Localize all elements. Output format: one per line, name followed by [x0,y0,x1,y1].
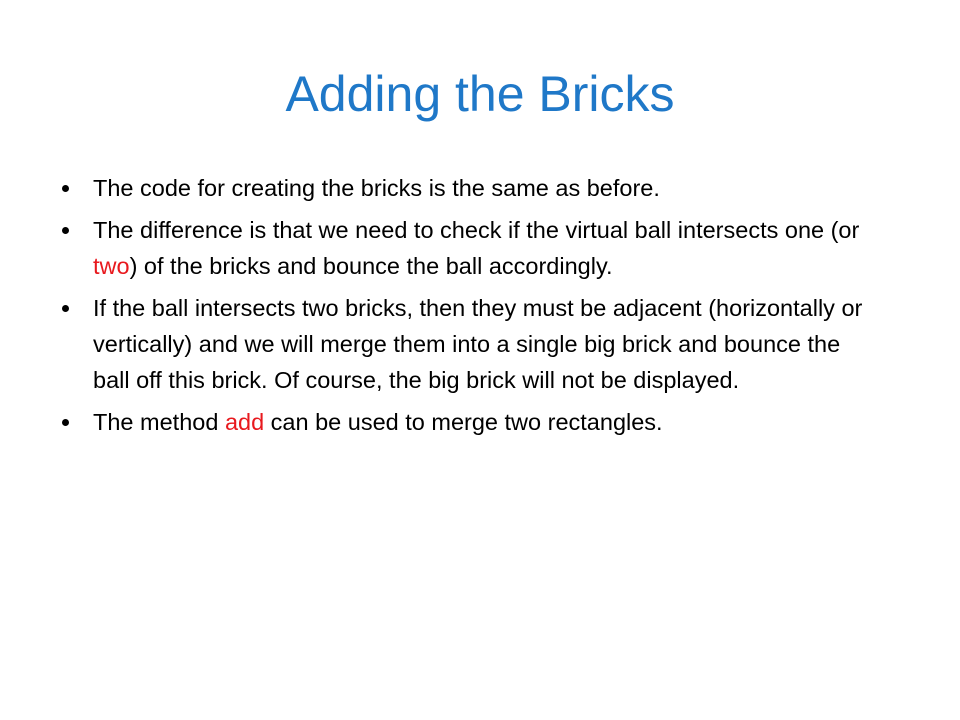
bullet-item [62,212,882,284]
bullet-item [62,404,882,440]
bullet-dot-icon [62,419,69,426]
bullet-text-before: The difference is that we need to check if the virtual ball intersects one (or [93,217,860,243]
bullet-text-after: ) of the bricks and bounce the ball accordingly. [129,253,613,279]
bullet-dot-icon [62,185,69,192]
slide-title: Adding the Bricks [285,66,675,122]
bullet-text: The code for creating the bricks is the same as before. [93,175,660,201]
bullet-item [62,170,882,206]
bullet-text: If the ball intersects two bricks, then they must be adjacent (horizontally or vertically) and we will merge them into a single big brick and bounce the ball off this brick. Of course, the big brick will not be displayed. [93,295,863,393]
highlighted-word: add [224,409,265,435]
bullet-text-before: The method [93,409,225,435]
bullet-dot-icon [62,305,69,312]
bullet-dot-icon [62,227,69,234]
bullet-item [62,290,882,398]
highlighted-word: two [93,253,130,279]
bullet-text-after: can be used to merge two rectangles. [264,409,663,435]
bullet-list [62,170,882,446]
